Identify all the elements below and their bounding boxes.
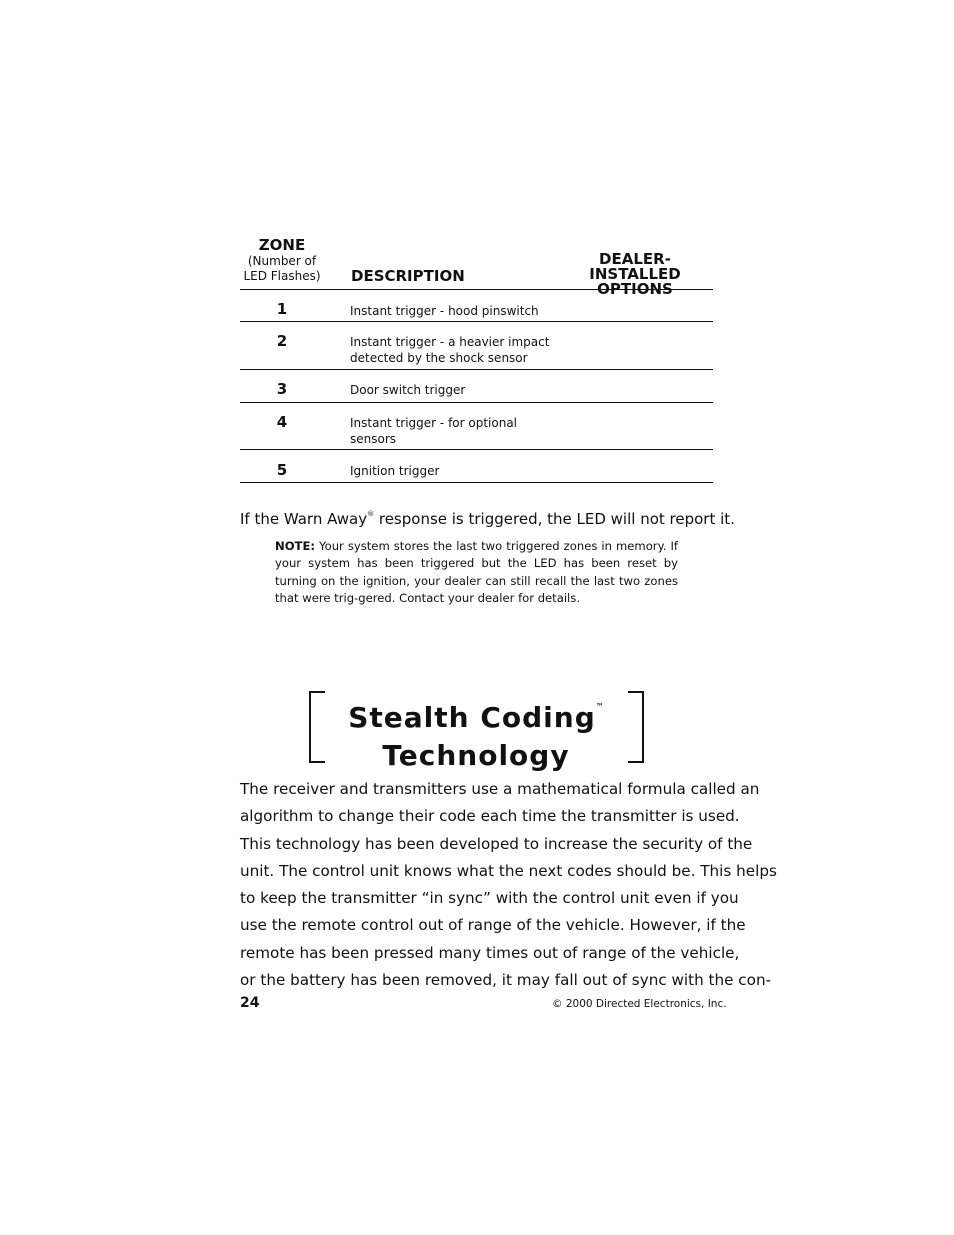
zone-header-sub-1: (Number of bbox=[247, 254, 317, 268]
warn-text-after: response is triggered, the LED will not report it. bbox=[374, 510, 735, 528]
zone-description bbox=[350, 463, 570, 479]
options-header-line-1: DEALER-INSTALLED bbox=[589, 250, 681, 283]
zone-description bbox=[350, 334, 570, 366]
body-line: This technology has been developed to increase the security of the bbox=[240, 834, 753, 853]
options-header bbox=[556, 252, 714, 297]
zone-description-line: Instant trigger - a heavier impact bbox=[350, 335, 550, 349]
description-header: DESCRIPTION bbox=[351, 267, 465, 285]
zone-description-line: Ignition trigger bbox=[350, 464, 440, 478]
zone-number: 3 bbox=[276, 380, 288, 398]
zone-header-title: ZONE bbox=[258, 236, 306, 254]
body-line: to keep the transmitter “in sync” with the control unit even if you bbox=[240, 889, 739, 908]
registered-mark: ® bbox=[367, 510, 375, 518]
body-line: The receiver and transmitters use a mathematical formula called an bbox=[240, 780, 760, 798]
body-line: or the battery has been removed, it may fall out of sync with the con- bbox=[240, 971, 772, 990]
page-number: 24 bbox=[240, 995, 260, 1011]
trademark-mark: ™ bbox=[595, 702, 604, 711]
heading-line-2: Technology bbox=[382, 739, 570, 772]
table-divider bbox=[240, 289, 713, 290]
body-paragraph bbox=[240, 776, 777, 994]
right-bracket bbox=[628, 691, 644, 763]
table-divider bbox=[240, 369, 713, 370]
zone-description-line: Instant trigger - hood pinswitch bbox=[350, 304, 539, 318]
section-heading bbox=[330, 688, 622, 775]
table-divider bbox=[240, 482, 713, 483]
zone-header-sub-2: LED Flashes) bbox=[243, 269, 321, 283]
table-divider bbox=[240, 449, 713, 450]
zone-description bbox=[350, 303, 570, 319]
zone-number: 1 bbox=[276, 300, 288, 318]
copyright-notice: © 2000 Directed Electronics, Inc. bbox=[552, 998, 727, 1010]
zone-header bbox=[240, 236, 324, 284]
table-divider bbox=[240, 321, 713, 322]
left-bracket bbox=[309, 691, 325, 763]
options-header-line-2: OPTIONS bbox=[597, 280, 673, 298]
zone-description bbox=[350, 415, 570, 447]
zone-description-line: Instant trigger - for optional bbox=[350, 416, 518, 430]
heading-line-1-text: Stealth Coding bbox=[348, 701, 596, 734]
zone-description-line: sensors bbox=[350, 432, 397, 446]
zone-number: 4 bbox=[276, 413, 288, 431]
warn-away-sentence bbox=[240, 504, 735, 529]
table-divider bbox=[240, 402, 713, 403]
note-text: Your system stores the last two triggered zones in memory. If your system has been triggered but the LED has been reset by turning on the ignition, your dealer can still recall the last two zones that were trig-gered. Contact your dealer for details. bbox=[275, 539, 678, 606]
body-line: algorithm to change their code each time the transmitter is used. bbox=[240, 807, 740, 826]
body-line: remote has been pressed many times out of range of the vehicle, bbox=[240, 943, 740, 962]
body-line: unit. The control unit knows what the next codes should be. This helps bbox=[240, 861, 777, 880]
zone-description-line: Door switch trigger bbox=[350, 383, 466, 397]
note-label: NOTE: bbox=[275, 539, 316, 553]
heading-line-1 bbox=[330, 688, 622, 737]
warn-text-before: If the Warn Away bbox=[240, 510, 368, 528]
zone-description bbox=[350, 382, 570, 398]
note-paragraph bbox=[275, 538, 678, 608]
zone-number: 5 bbox=[276, 461, 288, 479]
body-line: use the remote control out of range of the vehicle. However, if the bbox=[240, 916, 746, 935]
zone-number: 2 bbox=[276, 332, 288, 350]
zone-description-line: detected by the shock sensor bbox=[350, 351, 528, 365]
